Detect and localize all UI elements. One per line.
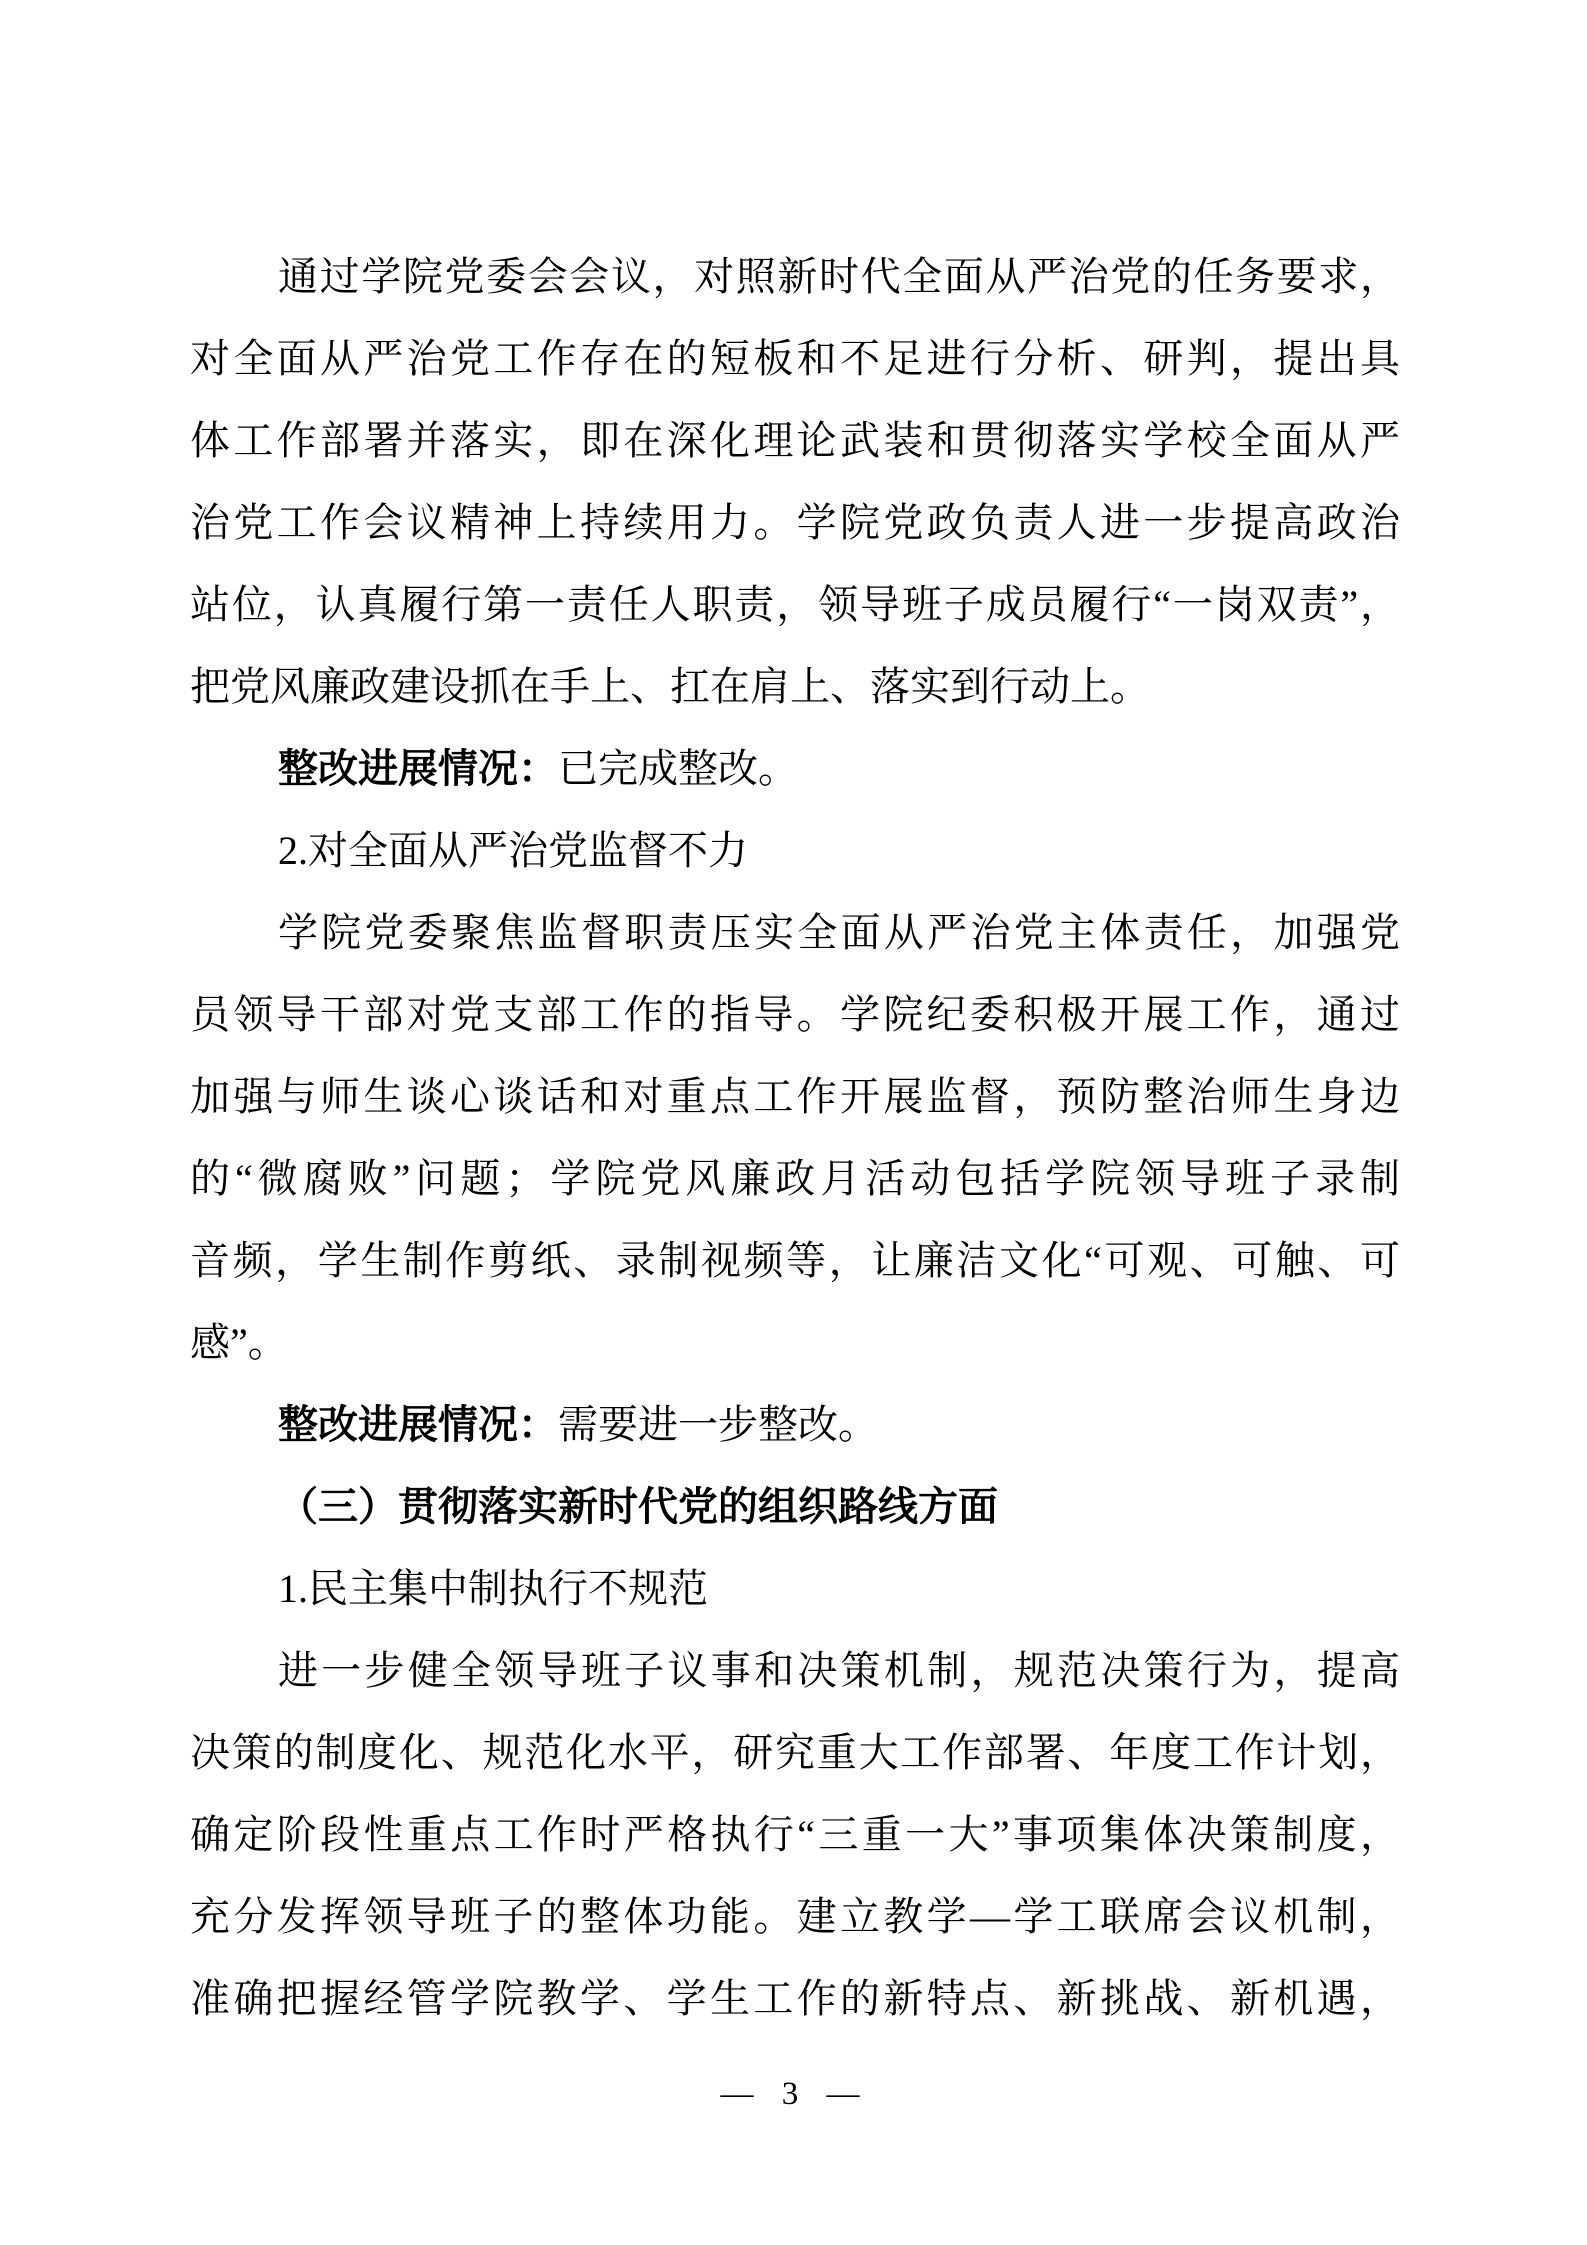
rectification-status-line: [190, 728, 1400, 810]
body-line: 对全面从严治党工作存在的短板和不足进行分析、研判，提出具: [190, 336, 1400, 381]
rectification-status-value: 需要进一步整改。: [558, 1402, 878, 1447]
section-heading: （三）贯彻落实新时代党的组织路线方面: [278, 1484, 998, 1529]
body-line: 体工作部署并落实，即在深化理论武装和贯彻落实学校全面从严: [190, 418, 1400, 463]
body-line: 把党风廉政建设抓在手上、扛在肩上、落实到行动上。: [190, 664, 1150, 709]
rectification-status-label: 整改进展情况：: [278, 1402, 558, 1447]
body-line: 通过学院党委会会议，对照新时代全面从严治党的任务要求，: [278, 254, 1400, 299]
body-line: 准确把握经管学院教学、学生工作的新特点、新挑战、新机遇，: [190, 1976, 1400, 2021]
body-line: 学院党委聚焦监督职责压实全面从严治党主体责任，加强党: [278, 910, 1400, 955]
body-line: 音频，学生制作剪纸、录制视频等，让廉洁文化“可观、可触、可: [190, 1238, 1400, 1283]
body-line: 员领导干部对党支部工作的指导。学院纪委积极开展工作，通过: [190, 992, 1400, 1037]
body-line: 决策的制度化、规范化水平，研究重大工作部署、年度工作计划，: [190, 1730, 1400, 1775]
body-line: 加强与师生谈心谈话和对重点工作开展监督，预防整治师生身边: [190, 1074, 1400, 1119]
body-line: 站位，认真履行第一责任人职责，领导班子成员履行“一岗双责”，: [190, 582, 1400, 627]
rectification-status-line: [190, 1384, 1400, 1466]
page-number: — 3 —: [720, 2076, 870, 2112]
body-line: 充分发挥领导班子的整体功能。建立教学—学工联席会议机制，: [190, 1894, 1400, 1939]
numbered-item-heading: 1.民主集中制执行不规范: [278, 1566, 708, 1611]
rectification-status-label: 整改进展情况：: [278, 746, 558, 791]
body-line: 进一步健全领导班子议事和决策机制，规范决策行为，提高: [278, 1648, 1400, 1693]
body-line: 治党工作会议精神上持续用力。学院党政负责人进一步提高政治: [190, 500, 1400, 545]
body-line: 的“微腐败”问题；学院党风廉政月活动包括学院领导班子录制: [190, 1156, 1400, 1201]
numbered-item-heading: 2.对全面从严治党监督不力: [278, 828, 748, 873]
rectification-status-value: 已完成整改。: [558, 746, 798, 791]
body-line: 确定阶段性重点工作时严格执行“三重一大”事项集体决策制度，: [190, 1812, 1400, 1857]
body-line: 感”。: [190, 1320, 288, 1365]
